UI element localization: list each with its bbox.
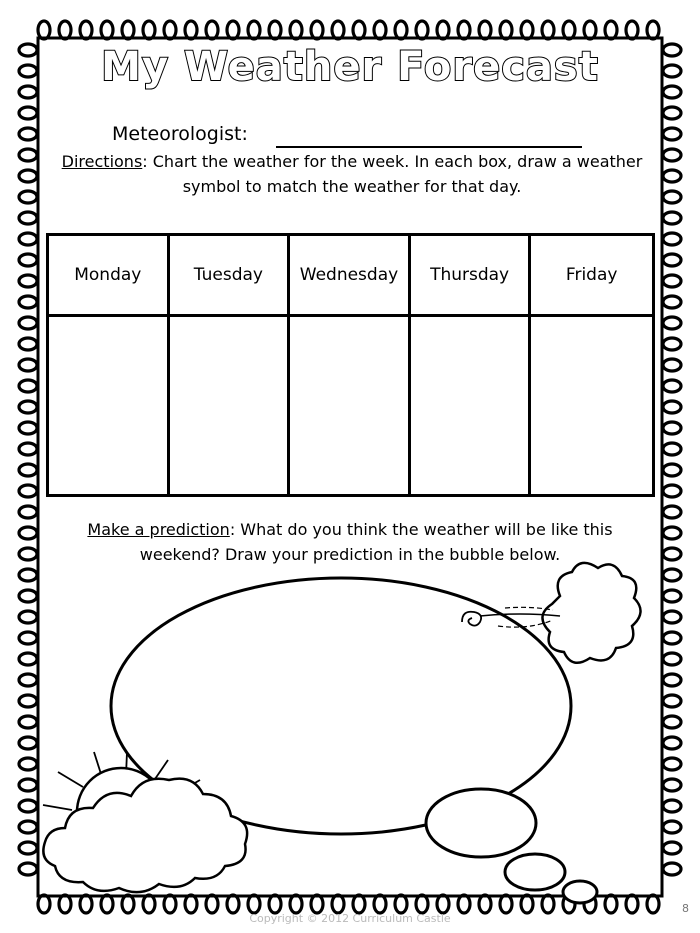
meteorologist-label: Meteorologist:	[112, 123, 248, 145]
copyright-text: Copyright © 2012 Curriculum Castle	[249, 912, 451, 925]
cloud-icon	[43, 779, 247, 893]
prediction-label: Make a prediction	[87, 520, 230, 539]
day-header-tuesday: Tuesday	[170, 236, 291, 317]
page-title: My Weather Forecast	[101, 44, 599, 90]
directions-label: Directions	[61, 152, 143, 171]
day-header-thursday: Thursday	[411, 236, 532, 317]
directions-text: : Chart the weather for the week. In each box, draw a weather symbol to match the weather for that day.	[142, 152, 643, 196]
day-header-wednesday: Wednesday	[290, 236, 411, 317]
day-header-friday: Friday	[531, 236, 652, 317]
page-number: 8	[682, 902, 689, 915]
day-header-monday: Monday	[49, 236, 170, 317]
prediction-text: : What do you think the weather will be like this weekend? Draw your prediction in the bubble below.	[139, 520, 613, 564]
